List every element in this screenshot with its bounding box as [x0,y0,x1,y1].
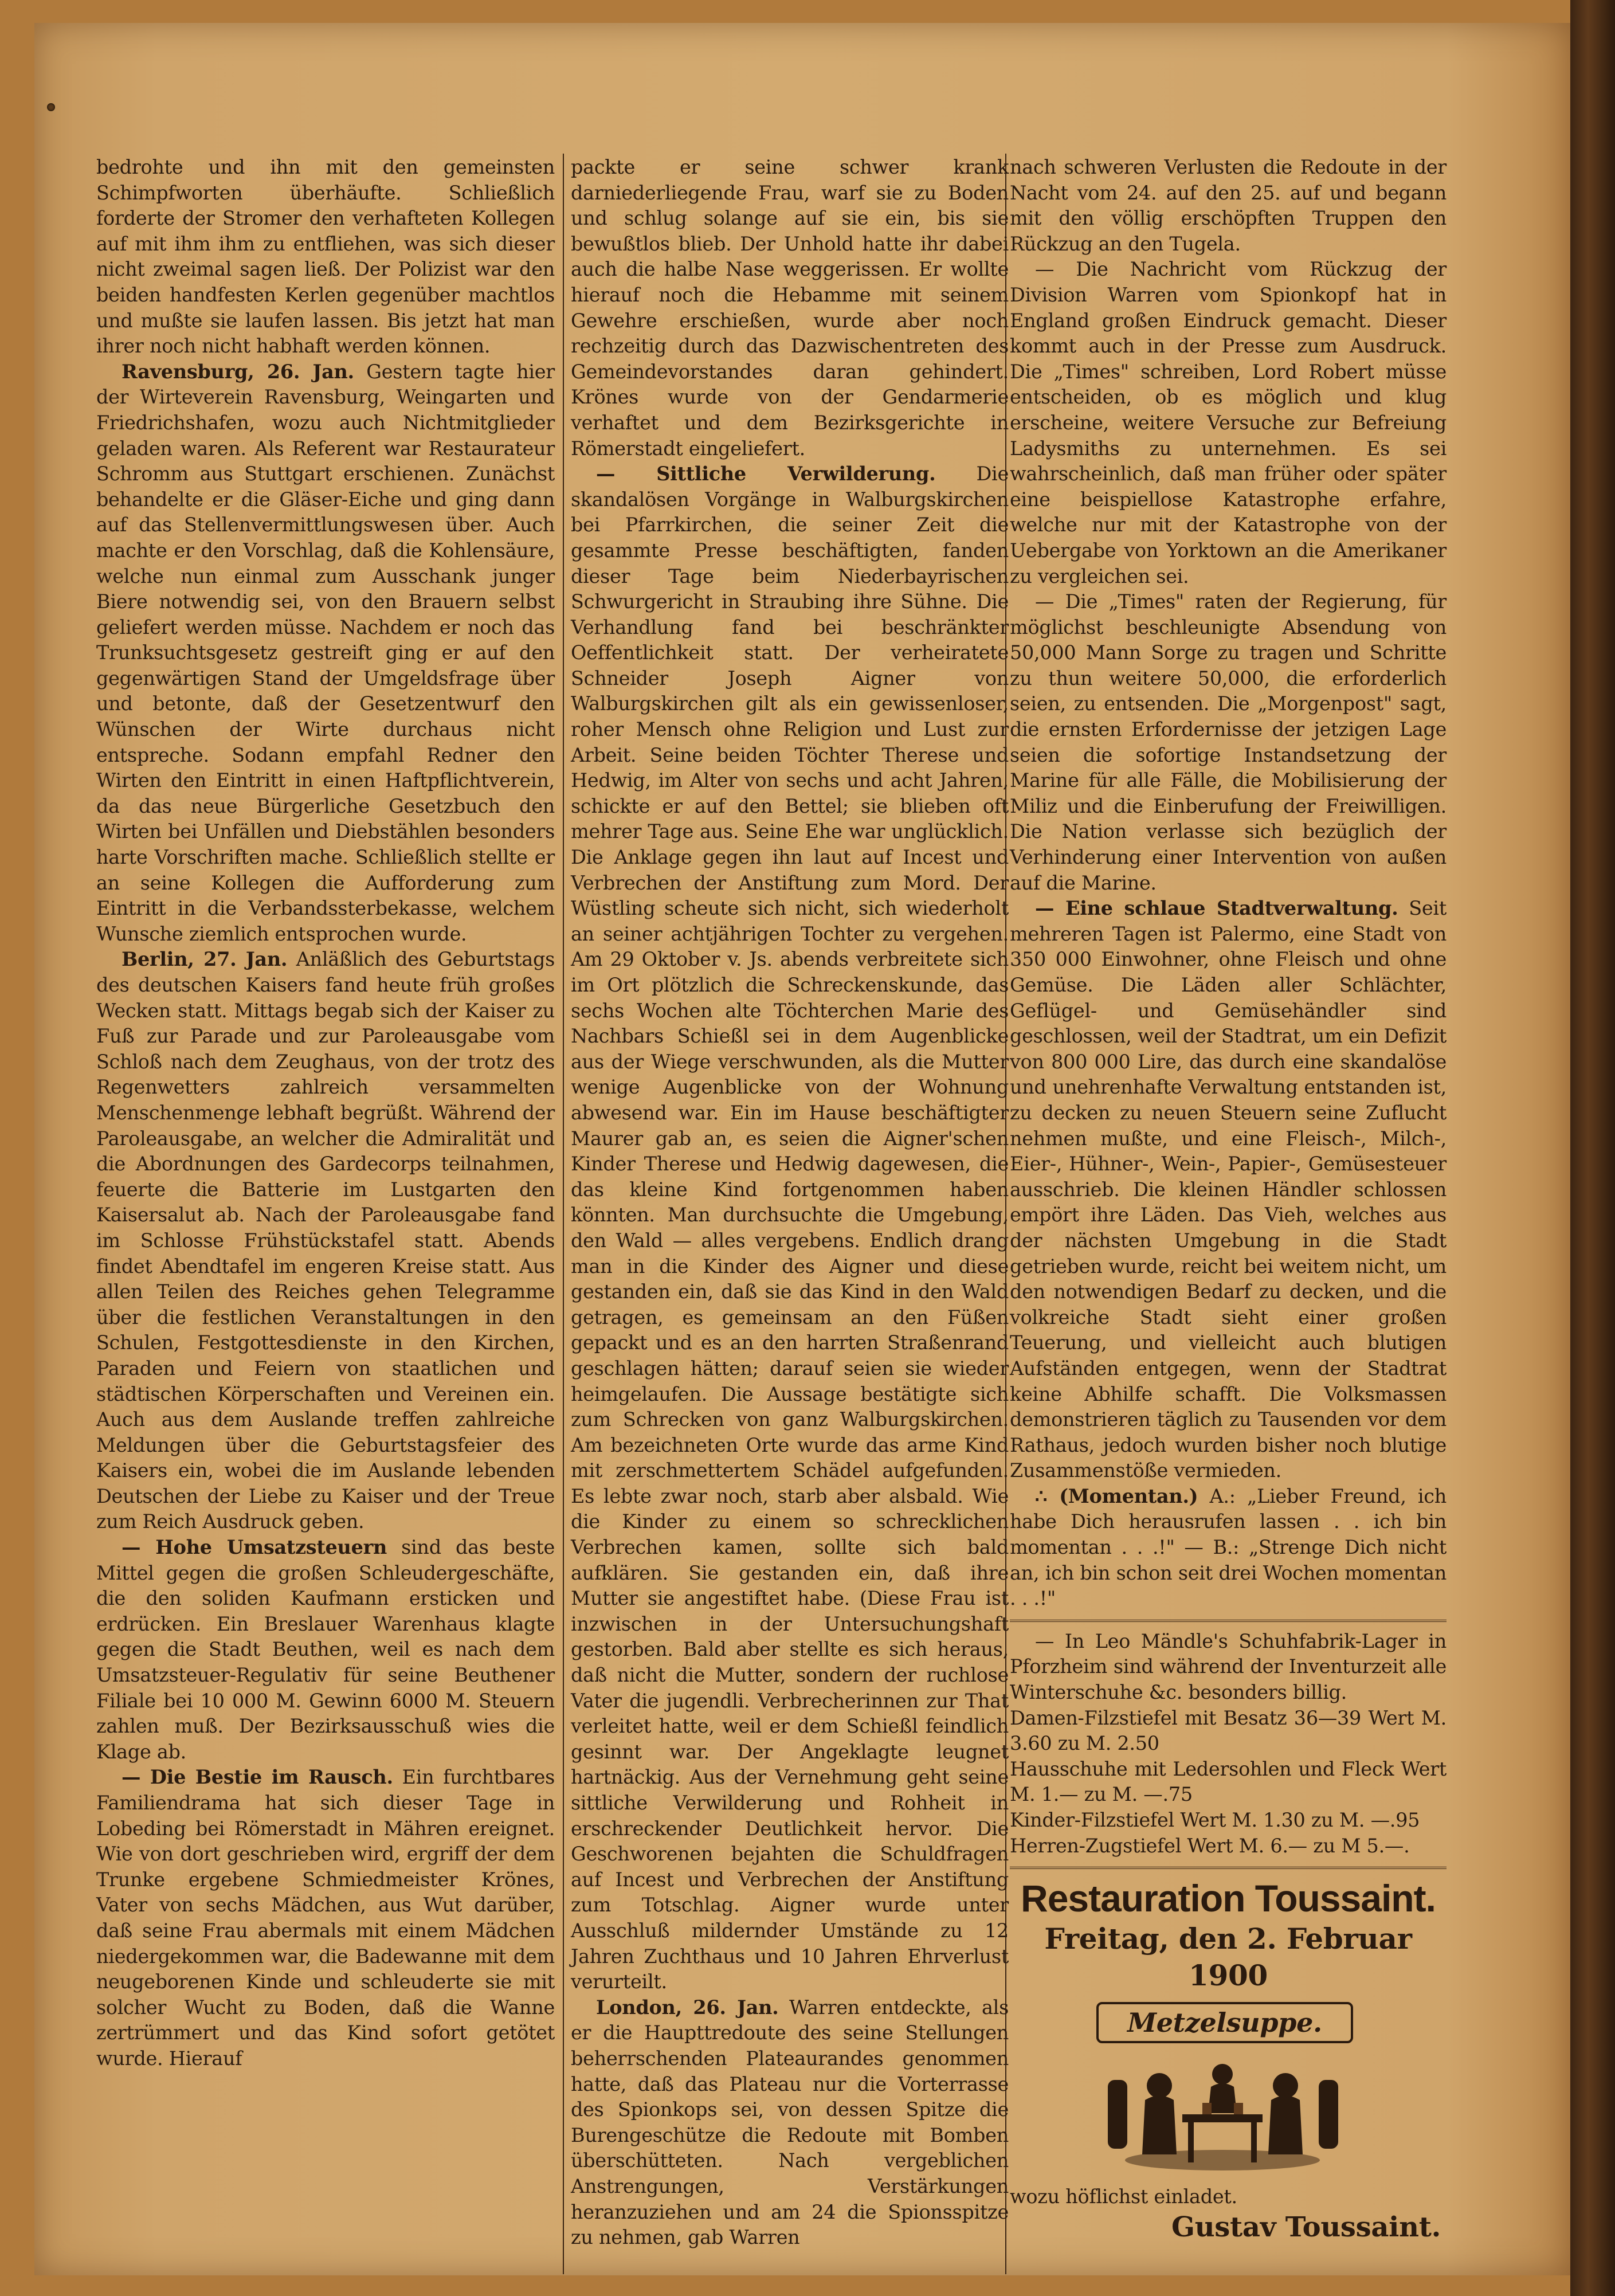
article-times: — Die „Times" raten der Regierung, für möglichst beschleunigte Absendung von 50,000 Mann Sorge zu tragen und Schritte zu thun weitere 50,000, die erforderlich seien, zu entsenden. Die „Morgenpost" sagt, die ernsten Erfordernisse der jetzigen Lage seien die sofortige Instandsetzung der Marine für alle Fälle, die Mobilisierung der Miliz und die Einberufung der Freiwilligen. Die Nation verlasse sich bezüglich der Verhinderung einer Intervention von außen auf die Marine. [1010,590,1447,894]
binding-hole-icon [47,103,55,111]
stamp-label: Metzelsuppe. [1096,2002,1353,2043]
dateline: London, 26. Jan. [596,1996,779,2019]
article-verwilderung [571,461,1009,1995]
article-text: Ein furchtbares Familiendrama hat sich dieser Tage in Lobeding bei Römerstadt in Mähren ereignet. Wie von dort geschrieben wird, ergriff der dem Trunke ergebene Schmiedmeister Krönes, Vater von sechs Mädchen, aus Wut darüber, daß seine Frau abermals mit einem Mädchen niedergekommen war, die Badewanne mit dem neugeborenen Kinde und schleuderte sie mit solcher Wucht zu Boden, daß die Wanne zertrümmert und das Kind sofort getötet wurde. Hierauf [96,1766,555,2070]
ad-title: Restauration Toussaint. [1021,1877,1436,1920]
dateline: Ravensburg, 26. Jan. [121,360,354,383]
article-text: Die skandalösen Vorgänge in Walburgskirchen bei Pfarrkirchen, die seiner Zeit die gesammte Presse beschäftigten, fanden dieser Tage beim Niederbayrischen Schwurgericht in Straubing ihre Sühne. Die Verhandlung fand bei beschränkter Oeffentlichkeit statt. Der verheiratete Schneider Joseph Aigner von Walburgskirchen gilt als ein gewissenloser, roher Mensch ohne Religion und Lust zur Arbeit. Seine beiden Töchter Therese und Hedwig, im Alter von sechs und acht Jahren, schickte er auf den Bettel; sie blieben oft mehrer Tage aus. Seine Ehe war unglücklich. Die Anklage gegen ihn laut auf Incest und Verbrechen der Anstiftung zum Mord. Der Wüstling scheute sich nicht, sich wiederholt an seiner achtjährigen Tochter zu vergehen. Am 29 Oktober v. Js. abends verbreitete sich im Ort plötzlich die Schreckenskunde, das sechs Wochen alte Töchterchen Marie des Nachbars Schießl sei in dem Augenblicke aus der Wiege verschwunden, als die Mutter wenige Augenblicke von der Wohnung abwesend war. Ein im Hause beschäftigter Maurer gab an, es seien die Aigner'schen Kinder Therese und Hedwig dagewesen, die das kleine Kind fortgenommen haben könnten. Man durchsuchte die Umgebung, den Wald — alles vergebens. Endlich drang man in die Kinder des Aigner und diese gestanden ein, daß sie das Kind in den Wald getragen, es gemeinsam an den Füßen gepackt und es an den harrten Straßenrand geschlagen hätten; darauf seien sie wieder heimgelaufen. Die Aussage bestätigte sich zum Schrecken von ganz Walburgskirchen. Am bezeichneten Orte wurde das arme Kind mit zerschmettertem Schädel aufgefunden. Es lebte zwar noch, starb aber alsbald. Wie die Kinder zu einem so schrecklichen Verbrechen kamen, sollte sich bald aufklären. Sie gestanden ein, daß ihre Mutter sie angestiftet habe. (Diese Frau ist inzwischen in der Untersuchungshaft gestorben. Bald aber stellte es sich heraus, daß nicht die Mutter, sondern der ruchlose Vater die jugendli. Verbrecherinnen zur That verleitet hatte, weil er dem Schießl feindlich gesinnt war. Der Angeklagte leugnet hartnäckig. Aus der Vernehmung geht seine sittliche Verwilderung und Rohheit in erschreckender Deutlichkeit hervor. Die Geschworenen bejahten die Schuldfragen auf Incest und Verbrechen der Anstiftung zum Totschlag. Aigner wurde unter Ausschluß mildernder Umstände zu 12 Jahren Zuchthaus und 10 Jahren Ehrverlust verurteilt. [571,463,1009,1993]
book-spine [1570,0,1615,2296]
column-divider [563,154,564,2274]
ad-price-line: Kinder-Filzstiefel Wert M. 1.30 zu M. —.95 [1010,1809,1420,1831]
ad-date: Freitag, den 2. Februar 1900 [1044,1922,1412,1993]
article-bestie [96,1765,555,2071]
article-text: A.: „Lieber Freund, ich habe Dich herausrufen lassen . . ich bin momentan . . .!" — B.: „Strenge Dich nicht an, ich bin schon seit drei Wochen momentan . . .!" [1010,1484,1447,1610]
headline: — Eine schlaue Stadtverwaltung. [1035,897,1398,920]
article-momentan [1010,1484,1447,1612]
article-text: sind das beste Mittel gegen die großen Schleudergeschäfte, die den soliden Kaufmann ersticken und erdrücken. Ein Breslauer Warenhaus klagte gegen die Stadt Beuthen, weil es nach dem Umsatzsteuer-Regulativ für seine Beuthener Filiale bei 10 000 M. Gewinn 6000 M. Steuern zahlen muß. Der Bezirksausschuß wies die Klage ab. [96,1536,555,1763]
section-divider [1010,1620,1447,1622]
article-text: Warren entdeckte, als er die Haupttredoute des seine Stellungen beherrschenden Plateaurandes genommen hatte, daß das Plateau nur die Vorterrasse des Spionkops sei, von dessen Spitze die Burengeschütze die Redoute mit Bomben überschütteten. Nach vergeblichen Anstrengungen, Verstärkungen heranzuziehen und am 24 die Spionsspitze zu nehmen, gab Warren [571,1996,1009,2249]
ad-price-line: Herren-Zugstiefel Wert M. 6.— zu M 5.—. [1010,1834,1410,1857]
section-divider [1010,1867,1447,1869]
article-rueckzug: — Die Nachricht vom Rückzug der Division Warren vom Spionkopf hat in England großen Eindruck gemacht. Dieser kommt auch in der Presse zum Ausdruck. Die „Times" schreiben, Lord Robert müsse entscheiden, ob es möglich und klug erscheine, weitere Versuche zur Befreiung Ladysmiths zu unternehmen. Es sei wahrscheinlich, daß man früher oder später eine beispiellose Katastrophe erfahre, welche nur mit der Katastrophe von der Uebergabe von Yorktown an die Amerikaner zu vergleichen sei. [1010,258,1447,587]
ad-intro: — In Leo Mändle's Schuhfabrik-Lager in Pforzheim sind während der Inventurzeit alle Winterschuhe &c. besonders billig. [1010,1629,1447,1704]
column-1 [96,155,555,2072]
article-london [571,1995,1009,2251]
headline: — Sittliche Verwilderung. [596,463,936,485]
column-3 [1010,155,1447,2244]
ad-signature: Gustav Toussaint. [1171,2211,1441,2243]
tavern-scene-icon [1096,2046,1349,2177]
article-ravensburg [96,359,555,947]
column-2 [571,155,1009,2251]
ad-price-line: Hausschuhe mit Ledersohlen und Fleck Wert M. 1.— zu M. —.75 [1010,1757,1447,1806]
ad-invite: wozu höflichst einladet. [1010,2185,1237,2208]
article-paragraph: packte er seine schwer krank darniederliegende Frau, warf sie zu Boden und schlug solange auf sie ein, bis sie bewußtlos blieb. Der Unhold hatte ihr dabei auch die halbe Nase weggerissen. Er wollte hierauf noch die Hebamme mit seinem Gewehre erschießen, wurde aber noch rechzeitig durch das Dazwischentreten des Gemeindevorstandes daran gehindert. Krönes wurde von der Gendarmerie verhaftet und dem Bezirksgerichte in Römerstadt eingeliefert. [571,156,1009,460]
article-umsatzsteuern [96,1535,555,1765]
article-paragraph: bedrohte und ihn mit den gemeinsten Schimpfworten überhäufte. Schließlich forderte der Stromer den verhafteten Kollegen auf mit ihm ihm zu entfliehen, was sich dieser nicht zweimal sagen ließ. Der Polizist war den beiden handfesten Kerlen gegenüber machtlos und mußte sie laufen lassen. Bis jetzt hat man ihrer noch nicht habhaft werden können. [96,156,555,358]
article-text: Anläßlich des Geburtstags des deutschen Kaisers fand heute früh großes Wecken statt. Mittags begab sich der Kaiser zu Fuß zur Parade und zur Paroleausgabe vom Schloß nach dem Zeughaus, von der trotz des Regenwetters zahlreich versammelten Menschenmenge lebhaft begrüßt. Während der Paroleausgabe, an welcher die Admiralität und die Abordnungen des Gardecorps teilnahmen, feuerte die Batterie im Lustgarten den Kaisersalut ab. Nach der Paroleausgabe fand im Schlosse Frühstückstafel statt. Abends findet Abendtafel im engeren Kreise statt. Aus allen Teilen des Reiches gehen Telegramme über die festlichen Veranstaltungen in den Schulen, Festgottesdienste in den Kirchen, Paraden und Feiern von staatlichen und städtischen Körperschaften und Vereinen ein. Auch aus dem Auslande treffen zahlreiche Meldungen über die Geburtstagsfeier des Kaisers ein, wobei die im Auslande lebenden Deutschen der Liebe zu Kaiser und der Treue zum Reich Ausdruck geben. [96,948,555,1533]
metzelsuppe-illustration [1096,2002,1360,2180]
article-berlin [96,947,555,1535]
advertisement-restauration [1010,1876,1447,2244]
article-text: Seit mehreren Tagen ist Palermo, eine Stadt von 350 000 Einwohner, ohne Fleisch und ohne Gemüse. Die Läden aller Schlächter, Geflügel- und Gemüsehändler sind geschlossen, weil der Stadtrat, um ein Defizit von 800 000 Lire, das durch eine skandalöse und unehrenhafte Verwaltung entstanden ist, zu decken zu neuen Steuern seine Zuflucht nehmen mußte, und eine Fleisch-, Milch-, Eier-, Hühner-, Wein-, Papier-, Gemüsesteuer ausschrieb. Die kleinen Händler schlossen empört ihre Läden. Das Vieh, welches aus der nächsten Umgebung in die Stadt getrieben wurde, reicht bei weitem nicht, um den notwendigen Bedarf zu decken, und die volkreiche Stadt sieht einer großen Teuerung, und vielleicht auch blutigen Aufständen entgegen, wenn der Stadtrat keine Abhilfe schafft. Die Volksmassen demonstrieren täglich zu Tausenden vor dem Rathaus, jedoch wurden bisher noch blutige Zusammenstöße vermieden. [1010,897,1447,1482]
headline: — Hohe Umsatzsteuern [121,1536,387,1559]
article-paragraph: nach schweren Verlusten die Redoute in der Nacht vom 24. auf den 25. auf und begann mit den völlig erschöpften Truppen den Rückzug an den Tugela. [1010,156,1447,255]
article-stadtverwaltung [1010,896,1447,1484]
article-text: Gestern tagte hier der Wirteverein Ravensburg, Weingarten und Friedrichshafen, wozu auch Nichtmitglieder geladen waren. Als Referent war Restaurateur Schromm aus Stuttgart erschienen. Zunächst behandelte er die Gläser-Eiche und ging dann auf das Stellenvermittlungswesen über. Auch machte er den Vorschlag, daß die Kohlensäure, welche nun einmal zum Ausschank junger Biere notwendig sei, von den Brauern selbst geliefert werden müsse. Nachdem er noch das Trunksuchtsgesetz gestreift ging er auf den gegenwärtigen Stand der Umgeldsfrage über und betonte, daß der Gesetzentwurf den Wünschen der Wirte durchaus nicht entspreche. Sodann empfahl Redner den Wirten den Eintritt in einen Haftpflichtverein, da das neue Bürgerliche Gesetzbuch den Wirten bei Unfällen und Diebstählen besonders harte Vorschriften mache. Schließlich stellte er an seine Kollegen die Aufforderung zum Eintritt in die Verbandssterbekasse, welchem Wunsche ziemlich entsprochen wurde. [96,360,555,945]
headline: ∴ (Momentan.) [1035,1484,1198,1507]
ad-price-line: Damen-Filzstiefel mit Besatz 36—39 Wert M. 3.60 zu M. 2.50 [1010,1706,1447,1755]
dateline: Berlin, 27. Jan. [121,948,288,971]
advertisement-schuhfabrik [1010,1629,1447,1859]
headline: — Die Bestie im Rausch. [121,1766,393,1789]
